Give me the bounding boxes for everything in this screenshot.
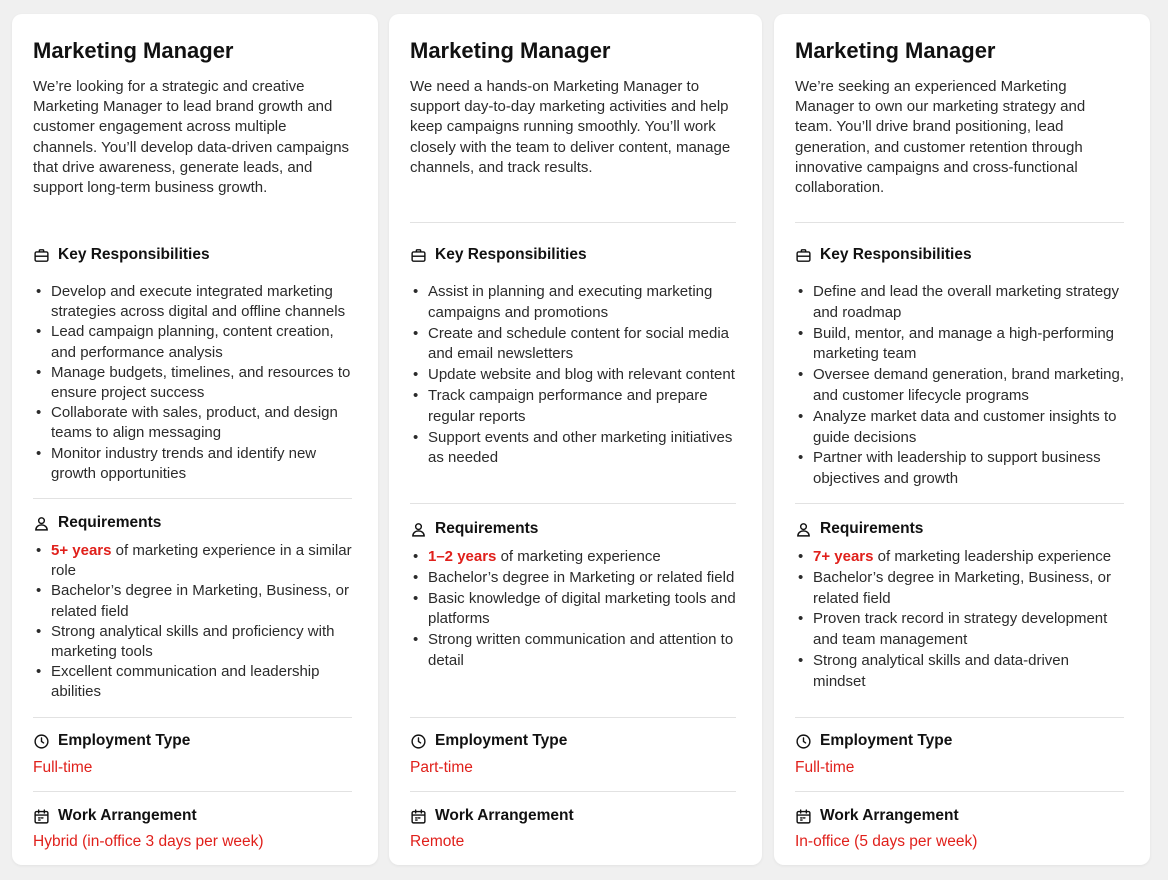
employment-type-value: Full-time — [795, 759, 855, 776]
job-description: We need a hands-on Marketing Manager to support day-to-day marketing activities and help keep campaigns running smoothly. You’ll work closely with the team to deliver content, manage channels, and track results. — [410, 78, 731, 176]
employment-heading — [795, 730, 952, 752]
job-title: Marketing Manager — [795, 38, 996, 63]
list-item: • Manage budgets, timelines, and resources to ensure project success — [33, 363, 352, 403]
briefcase-icon — [33, 247, 50, 264]
calendar-icon — [410, 808, 427, 825]
list-item: • Update website and blog with relevant content — [410, 365, 736, 386]
work-arrangement-value: In-office (5 days per week) — [795, 833, 978, 850]
list-item: • Basic knowledge of digital marketing tools and platforms — [410, 589, 736, 631]
list-item: • Build, mentor, and manage a high-performing marketing team — [795, 324, 1124, 366]
list-item: • Collaborate with sales, product, and design teams to align messaging — [33, 403, 352, 443]
employment-heading — [410, 730, 567, 752]
clock-icon — [795, 733, 812, 750]
clock-icon — [33, 733, 50, 750]
employment-label: Employment Type — [58, 732, 191, 749]
section-divider — [795, 717, 1124, 718]
list-item: • Proven track record in strategy development and team management — [795, 609, 1124, 651]
section-divider — [795, 503, 1124, 504]
job-description: We’re seeking an experienced Marketing Manager to own our marketing strategy and team. You’ll drive brand positioning, lead generation, and customer retention through innovative campaigns and cross-functional collaboration. — [795, 78, 1086, 197]
responsibilities-list — [410, 282, 736, 469]
arrangement-heading — [410, 805, 574, 827]
job-description: We’re looking for a strategic and creative Marketing Manager to lead brand growth and customer engagement across multiple channels. You’ll develop data-driven campaigns that drive awareness, generate leads, and support long-term business growth. — [33, 78, 350, 197]
responsibilities-label: Key Responsibilities — [820, 246, 972, 263]
list-item: • Monitor industry trends and identify new growth opportunities — [33, 444, 352, 484]
responsibilities-heading — [33, 244, 210, 266]
section-divider — [795, 791, 1124, 792]
employment-type-value: Part-time — [410, 759, 473, 776]
calendar-icon — [795, 808, 812, 825]
work-arrangement-value: Hybrid (in-office 3 days per week) — [33, 833, 264, 850]
requirements-list — [410, 547, 736, 672]
employment-label: Employment Type — [820, 732, 953, 749]
experience-text: of marketing experience in a similar role — [51, 542, 352, 580]
requirements-label: Requirements — [58, 514, 162, 531]
list-item: • Support events and other marketing initiatives as needed — [410, 428, 736, 470]
experience-highlight: 5+ years — [51, 542, 112, 559]
responsibilities-label: Key Responsibilities — [58, 246, 210, 263]
list-item: • Strong written communication and attention to detail — [410, 630, 736, 672]
requirements-heading — [33, 512, 161, 534]
list-item — [795, 547, 1124, 568]
responsibilities-list — [795, 282, 1124, 490]
section-divider — [410, 717, 736, 718]
arrangement-heading — [33, 805, 197, 827]
list-item: • Analyze market data and customer insights to guide decisions — [795, 407, 1124, 449]
list-item: • Lead campaign planning, content creation, and performance analysis — [33, 322, 352, 362]
requirements-heading — [410, 518, 538, 540]
requirements-heading — [795, 518, 923, 540]
arrangement-label: Work Arrangement — [58, 807, 197, 824]
section-divider — [410, 503, 736, 504]
responsibilities-list — [33, 282, 352, 484]
list-item: • Develop and execute integrated marketing strategies across digital and offline channels — [33, 282, 352, 322]
job-title: Marketing Manager — [33, 38, 234, 63]
responsibilities-heading — [410, 244, 587, 266]
responsibilities-heading — [795, 244, 972, 266]
list-item: • Strong analytical skills and data-driven mindset — [795, 651, 1124, 693]
requirements-label: Requirements — [820, 520, 924, 537]
list-item: • Bachelor’s degree in Marketing, Business, or related field — [33, 581, 352, 621]
list-item — [33, 541, 352, 581]
list-item: • Create and schedule content for social media and email newsletters — [410, 324, 736, 366]
requirements-label: Requirements — [435, 520, 539, 537]
experience-text: of marketing experience — [496, 548, 661, 565]
experience-highlight: 7+ years — [813, 548, 874, 565]
calendar-icon — [33, 808, 50, 825]
job-card-2 — [389, 14, 762, 865]
requirements-list — [795, 547, 1124, 693]
responsibilities-label: Key Responsibilities — [435, 246, 587, 263]
list-item: • Bachelor’s degree in Marketing, Business, or related field — [795, 568, 1124, 610]
section-divider — [33, 791, 352, 792]
list-item: • Track campaign performance and prepare regular reports — [410, 386, 736, 428]
briefcase-icon — [795, 247, 812, 264]
arrangement-heading — [795, 805, 959, 827]
employment-label: Employment Type — [435, 732, 568, 749]
employment-heading — [33, 730, 190, 752]
list-item: • Excellent communication and leadership abilities — [33, 662, 352, 702]
person-icon — [33, 515, 50, 532]
list-item: • Bachelor’s degree in Marketing or related field — [410, 568, 736, 589]
list-item — [410, 547, 736, 568]
clock-icon — [410, 733, 427, 750]
job-card-3 — [774, 14, 1150, 865]
list-item: • Partner with leadership to support business objectives and growth — [795, 448, 1124, 490]
experience-highlight: 1–2 years — [428, 548, 497, 565]
list-item: • Strong analytical skills and proficiency with marketing tools — [33, 622, 352, 662]
employment-type-value: Full-time — [33, 759, 93, 776]
list-item: • Define and lead the overall marketing strategy and roadmap — [795, 282, 1124, 324]
work-arrangement-value: Remote — [410, 833, 465, 850]
list-item: • Oversee demand generation, brand marketing, and customer lifecycle programs — [795, 365, 1124, 407]
briefcase-icon — [410, 247, 427, 264]
section-divider — [33, 717, 352, 718]
requirements-list — [33, 541, 352, 703]
job-title: Marketing Manager — [410, 38, 611, 63]
person-icon — [795, 521, 812, 538]
experience-text: of marketing leadership experience — [873, 548, 1112, 565]
section-divider — [410, 791, 736, 792]
arrangement-label: Work Arrangement — [435, 807, 574, 824]
section-divider — [795, 222, 1124, 223]
arrangement-label: Work Arrangement — [820, 807, 959, 824]
section-divider — [410, 222, 736, 223]
person-icon — [410, 521, 427, 538]
section-divider — [33, 498, 352, 499]
job-card-1 — [12, 14, 378, 865]
list-item: • Assist in planning and executing marketing campaigns and promotions — [410, 282, 736, 324]
